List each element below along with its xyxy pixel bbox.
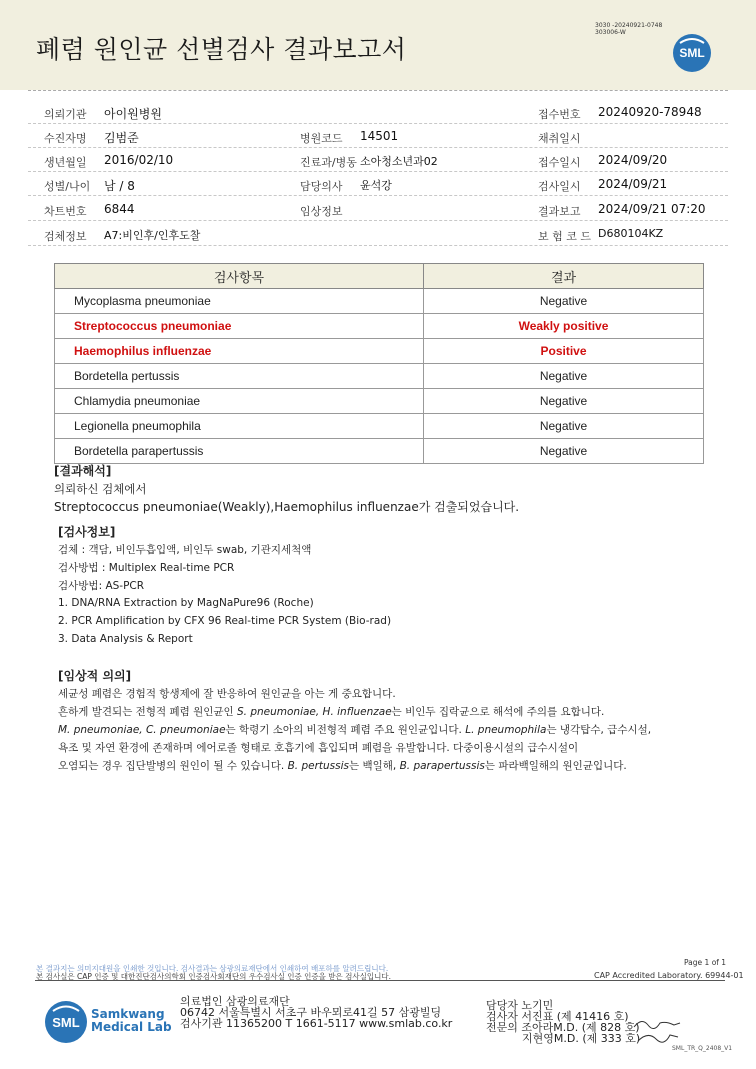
test-result: Positive (424, 339, 704, 364)
divider (28, 220, 728, 221)
table-row (55, 339, 704, 364)
footer-notice: 본 결과지는 의미지대원을 인쇄한 것입니다. 검사결과는 삼광의료재단에서 인쇄하여 배포하를 알려드립니다. (36, 964, 389, 973)
clinical-line (58, 740, 578, 755)
brand-line: Samkwang (91, 1007, 165, 1021)
specimen-value: A7:비인후/인후도찰 (104, 229, 201, 242)
test-item: Chlamydia pneumoniae (55, 389, 424, 414)
org-address: 06742 서울특별시 서초구 바우뫼로41길 57 삼광빌딩 (180, 1006, 442, 1019)
institution-label: 의뢰기관 (44, 108, 87, 121)
receipt-date-value: 2024/09/20 (598, 153, 668, 167)
staff-line: 담당자 노기민 (486, 999, 554, 1012)
doctor-label: 담당의사 (300, 180, 343, 193)
specimen-label: 검체정보 (44, 230, 87, 243)
results-table (54, 263, 704, 464)
org-contact: 검사기관 11365200 T 1661-5117 www.smlab.co.kr (180, 1017, 453, 1030)
dob-label: 생년월일 (44, 156, 87, 169)
staff-line: 검사자 서진표 (제 41416 호) (486, 1010, 629, 1023)
chart-no-value: 6844 (104, 202, 135, 216)
divider (28, 171, 728, 172)
test-date-value: 2024/09/21 (598, 177, 668, 191)
divider (28, 123, 728, 124)
table-row (55, 414, 704, 439)
clinical-line (58, 722, 651, 737)
test-info-line: 검사방법: AS-PCR (58, 580, 145, 592)
test-item: Bordetella pertussis (55, 364, 424, 389)
column-header-item: 검사항목 (55, 264, 424, 289)
test-info-title: [검사정보] (58, 525, 116, 539)
sml-logo-text: SML (52, 1015, 80, 1030)
interpretation-title: [결과해석] (54, 464, 112, 478)
clinical-text: 흔하게 발견되는 전형적 폐렴 원인균인 (58, 706, 237, 718)
test-result: Negative (424, 389, 704, 414)
institution-value: 아이원병원 (104, 107, 162, 121)
test-info-line: 검사방법 : Multiplex Real-time PCR (58, 562, 235, 574)
receipt-date-label: 접수일시 (538, 156, 581, 169)
dept-label: 진료과/병동 (300, 156, 357, 169)
test-date-label: 검사일시 (538, 180, 581, 193)
table-row (55, 289, 704, 314)
chart-no-label: 차트번호 (44, 205, 87, 218)
organism-name: M. pneumoniae, C. pneumoniae (58, 724, 226, 736)
interpretation-line: Streptococcus pneumoniae(Weakly),Haemophilus influenzae가 검출되었습니다. (54, 500, 520, 514)
clinical-text: 는 백일해, (348, 760, 400, 772)
clinical-text: 오염되는 경우 집단발병의 원인이 될 수 있습니다. (58, 760, 288, 772)
dept-value: 소아청소년과02 (360, 155, 438, 168)
organism-name: B. pertussis (287, 760, 349, 772)
staff-line: 지현영M.D. (제 333 호) (522, 1032, 641, 1045)
test-result: Negative (424, 364, 704, 389)
page-number: Page 1 of 1 (684, 958, 727, 967)
test-result: Negative (424, 439, 704, 464)
clinical-text: 욕조 및 자연 환경에 존재하며 에어로졸 형태로 호흡기에 흡입되며 폐렴을 유발합니다. 다중이용시설의 급수시설이 (58, 742, 579, 754)
test-info-line: 검체 : 객담, 비인두흡입액, 비인두 swab, 기관지세척액 (58, 544, 312, 556)
document-code: 303006-W (595, 29, 626, 36)
report-title: 폐렴 원인균 선별검사 결과보고서 (36, 35, 407, 64)
test-item: Legionella pneumophila (55, 414, 424, 439)
table-row (55, 439, 704, 464)
collection-date-label: 채취일시 (538, 132, 581, 145)
table-row (55, 314, 704, 339)
org-name: 의료법인 삼광의료재단 (180, 995, 290, 1008)
clinical-text: 는 파라백일해의 원인균입니다. (484, 760, 627, 772)
staff-line: 전문의 조아라M.D. (제 828 호) (486, 1021, 640, 1034)
divider (28, 90, 728, 91)
test-info-line: 1. DNA/RNA Extraction by MagNaPure96 (Roche) (58, 597, 314, 609)
clinical-line (58, 704, 604, 719)
table-row (55, 364, 704, 389)
divider (35, 980, 725, 981)
clinical-line (58, 686, 396, 701)
document-code: 3030 -20240921-0748 (595, 22, 663, 29)
clinical-line (58, 758, 627, 773)
name-label: 수진자명 (44, 132, 87, 145)
divider (28, 195, 728, 196)
organism-name: B. parapertussis (399, 760, 485, 772)
column-header-result: 결과 (424, 264, 704, 289)
sml-logo-text: SML (679, 46, 705, 60)
hospital-code-value: 14501 (360, 129, 399, 143)
report-date-value: 2024/09/21 07:20 (598, 202, 706, 216)
cap-accreditation: CAP Accredited Laboratory. 69944-01 (594, 971, 744, 980)
test-result: Negative (424, 414, 704, 439)
clinical-text: 는 학령기 소아의 비전형적 폐렴 주요 원인균입니다. (225, 724, 466, 736)
organism-name: L. pneumophila (465, 724, 547, 736)
table-row (55, 389, 704, 414)
form-code: SML_TR_Q_2408_V1 (672, 1045, 733, 1052)
document-codes (595, 22, 662, 36)
test-item: Haemophilus influenzae (55, 339, 424, 364)
report-date-label: 결과보고 (538, 205, 581, 218)
signature-icon (630, 1013, 684, 1047)
interpretation-line: 의뢰하신 검체에서 (54, 482, 147, 496)
divider (28, 245, 728, 246)
hospital-code-label: 병원코드 (300, 132, 343, 145)
footer-notice: 본 검사실은 CAP 인증 및 대한진단검사의학회 인증검사회재단의 우수검사실 인증 인증을 받은 검사실입니다. (36, 972, 392, 981)
sml-logo (672, 33, 712, 73)
results-header-row (55, 264, 704, 289)
test-info-line: 3. Data Analysis & Report (58, 633, 193, 645)
footer-logo (44, 1000, 88, 1044)
clinical-label: 임상정보 (300, 205, 343, 218)
doctor-value: 윤석강 (360, 179, 392, 192)
insurance-label: 보 험 코 드 (538, 230, 591, 243)
brand-name (91, 1008, 172, 1034)
clinical-text: 세균성 폐렴은 경험적 항생제에 잘 반응하여 원인균을 아는 게 중요합니다. (58, 688, 396, 700)
test-result: Negative (424, 289, 704, 314)
test-info-line: 2. PCR Amplification by CFX 96 Real-time PCR System (Bio-rad) (58, 615, 392, 627)
test-item: Mycoplasma pneumoniae (55, 289, 424, 314)
brand-line: Medical Lab (91, 1020, 172, 1034)
clinical-text: 는 비인두 집락균으로 해석에 주의를 요합니다. (391, 706, 605, 718)
receipt-no-value: 20240920-78948 (598, 105, 702, 119)
organism-name: S. pneumoniae, H. influenzae (236, 706, 392, 718)
clinical-text: 는 냉각탑수, 급수시설, (546, 724, 652, 736)
insurance-value: D680104KZ (598, 227, 664, 240)
test-item: Streptococcus pneumoniae (55, 314, 424, 339)
divider (28, 147, 728, 148)
clinical-significance-title: [임상적 의의] (58, 669, 132, 683)
sex-age-label: 성별/나이 (44, 180, 91, 193)
dob-value: 2016/02/10 (104, 153, 174, 167)
test-result: Weakly positive (424, 314, 704, 339)
sex-age-value: 남 / 8 (104, 179, 135, 193)
receipt-no-label: 접수번호 (538, 108, 581, 121)
name-value: 김범준 (104, 131, 139, 145)
test-item: Bordetella parapertussis (55, 439, 424, 464)
